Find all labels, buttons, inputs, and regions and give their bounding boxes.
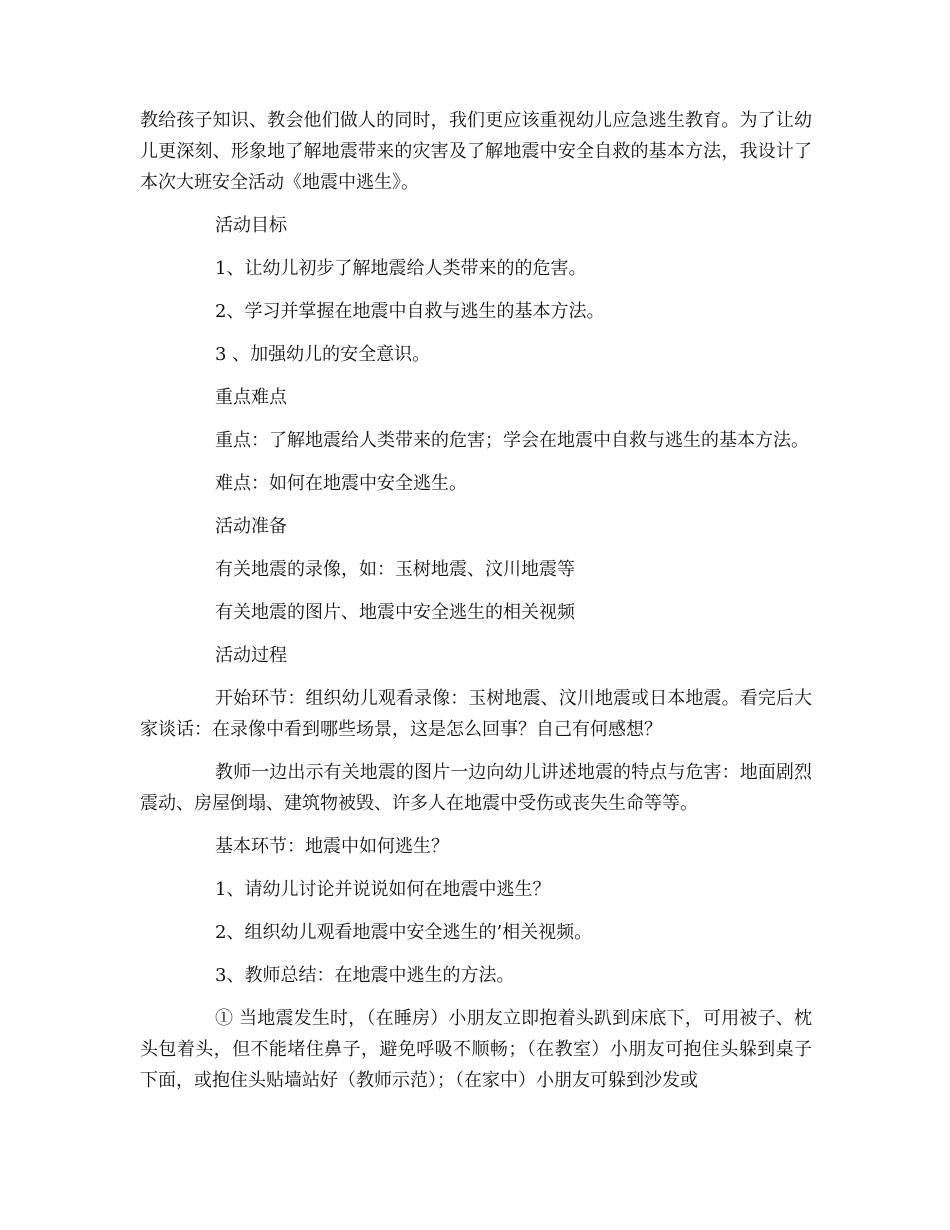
- goal-item-1: 1、让幼儿初步了解地震给人类带来的的危害。: [215, 258, 587, 279]
- preparation-item-2: 有关地震的图片、地震中安全逃生的相关视频: [215, 602, 575, 623]
- key-point-paragraph: 重点：了解地震给人类带来的危害；学会在地震中自救与逃生的基本方法。: [215, 430, 809, 451]
- preparation-item-1: 有关地震的录像，如：玉树地震、汶川地震等: [215, 559, 575, 580]
- process-basic-heading: 基本环节：地震中如何逃生？: [215, 836, 449, 857]
- goal-item-3: 3 、加强幼儿的安全意识。: [215, 344, 431, 365]
- process-opening-paragraph: 开始环节：组织幼儿观看录像：玉树地震、汶川地震或日本地震。看完后大家谈话：在录像中看到哪些场景，这是怎么回事？自己有何感想？: [140, 688, 812, 740]
- process-step-3: 3、教师总结：在地震中逃生的方法。: [215, 965, 515, 986]
- process-step-2: 2、组织幼儿观看地震中安全逃生的’相关视频。: [215, 922, 593, 943]
- goal-item-2: 2、学习并掌握在地震中自救与逃生的基本方法。: [215, 301, 605, 322]
- escape-method-paragraph: ① 当地震发生时，（在睡房）小朋友立即抱着头趴到床底下，可用被子、枕头包着头，但不能堵住鼻子，避免呼吸不顺畅；（在教室）小朋友可抱住头躲到桌子下面，或抱住头贴墙站好（教师示范）；（在家中）小朋友可躲到沙发或: [140, 1008, 812, 1091]
- process-step-1: 1、请幼儿讨论并说说如何在地震中逃生？: [215, 879, 551, 900]
- heading-key-points: 重点难点: [215, 387, 287, 408]
- heading-preparation: 活动准备: [215, 516, 287, 537]
- difficulty-paragraph: 难点：如何在地震中安全逃生。: [215, 473, 467, 494]
- heading-process: 活动过程: [215, 645, 287, 666]
- heading-activity-goals: 活动目标: [215, 215, 287, 236]
- intro-paragraph: 教给孩子知识、教会他们做人的同时，我们更应该重视幼儿应急逃生教育。为了让幼儿更深刻、形象地了解地震带来的灾害及了解地震中安全自救的基本方法，我设计了本次大班安全活动《地震中逃生》。: [140, 110, 812, 193]
- document-body: [140, 105, 812, 1108]
- process-teacher-paragraph: 教师一边出示有关地震的图片一边向幼儿讲述地震的特点与危害：地面剧烈震动、房屋倒塌、建筑物被毁、许多人在地震中受伤或丧失生命等等。: [140, 762, 812, 814]
